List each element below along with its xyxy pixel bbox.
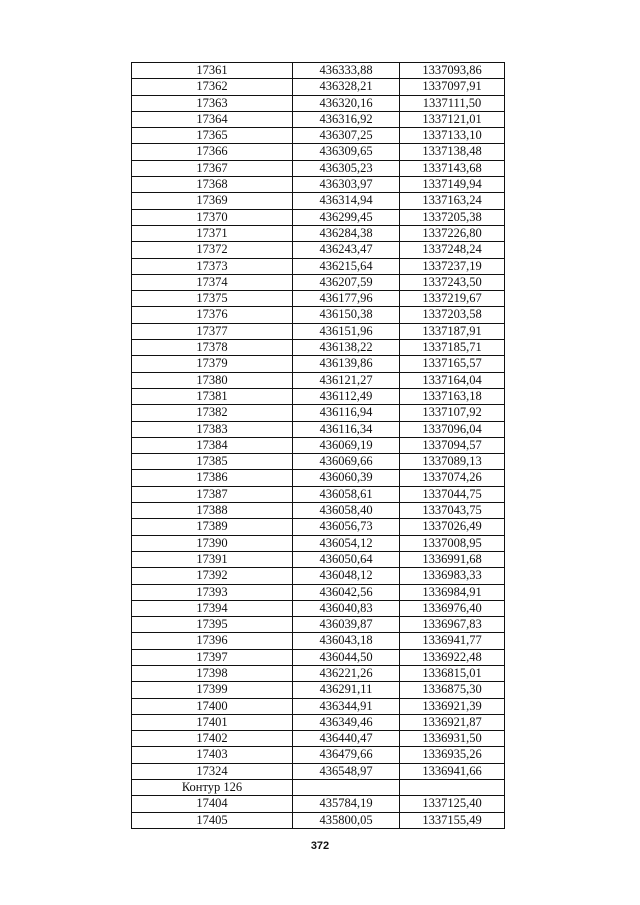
point-number-cell: 17383 bbox=[132, 421, 293, 437]
table-row bbox=[132, 340, 505, 356]
x-coordinate-cell: 436215,64 bbox=[293, 258, 400, 274]
table-row bbox=[132, 682, 505, 698]
table-row bbox=[132, 144, 505, 160]
x-coordinate-cell: 436328,21 bbox=[293, 79, 400, 95]
point-number-cell: 17390 bbox=[132, 535, 293, 551]
table-row bbox=[132, 356, 505, 372]
y-coordinate-cell: 1337205,38 bbox=[400, 209, 505, 225]
point-number-cell: 17394 bbox=[132, 600, 293, 616]
x-coordinate-cell: 436139,86 bbox=[293, 356, 400, 372]
x-coordinate-cell: 436309,65 bbox=[293, 144, 400, 160]
table-row bbox=[132, 551, 505, 567]
table-row bbox=[132, 193, 505, 209]
point-number-cell: 17381 bbox=[132, 388, 293, 404]
y-coordinate-cell: 1337243,50 bbox=[400, 274, 505, 290]
point-number-cell: 17393 bbox=[132, 584, 293, 600]
point-number-cell: 17398 bbox=[132, 665, 293, 681]
table-row bbox=[132, 747, 505, 763]
y-coordinate-cell: 1337185,71 bbox=[400, 340, 505, 356]
point-number-cell: 17375 bbox=[132, 291, 293, 307]
point-number-cell: 17373 bbox=[132, 258, 293, 274]
x-coordinate-cell: 436044,50 bbox=[293, 649, 400, 665]
x-coordinate-cell: 436316,92 bbox=[293, 111, 400, 127]
table-row bbox=[132, 714, 505, 730]
y-coordinate-cell: 1337133,10 bbox=[400, 128, 505, 144]
x-coordinate-cell: 436440,47 bbox=[293, 731, 400, 747]
y-coordinate-cell: 1337026,49 bbox=[400, 519, 505, 535]
y-coordinate-cell: 1337138,48 bbox=[400, 144, 505, 160]
y-coordinate-cell: 1337143,68 bbox=[400, 160, 505, 176]
x-coordinate-cell: 436042,56 bbox=[293, 584, 400, 600]
x-coordinate-cell: 436349,46 bbox=[293, 714, 400, 730]
x-coordinate-cell: 436039,87 bbox=[293, 617, 400, 633]
x-coordinate-cell: 436116,94 bbox=[293, 405, 400, 421]
point-number-cell: 17365 bbox=[132, 128, 293, 144]
x-coordinate-cell: 436333,88 bbox=[293, 63, 400, 79]
table-row bbox=[132, 633, 505, 649]
table-row bbox=[132, 584, 505, 600]
table-row bbox=[132, 160, 505, 176]
point-number-cell: 17379 bbox=[132, 356, 293, 372]
y-coordinate-cell: 1337043,75 bbox=[400, 503, 505, 519]
x-coordinate-cell: 436299,45 bbox=[293, 209, 400, 225]
point-number-cell: 17397 bbox=[132, 649, 293, 665]
y-coordinate-cell: 1336935,26 bbox=[400, 747, 505, 763]
point-number-cell: 17402 bbox=[132, 731, 293, 747]
table-row bbox=[132, 470, 505, 486]
point-number-cell: 17324 bbox=[132, 763, 293, 779]
y-coordinate-cell: 1336815,01 bbox=[400, 665, 505, 681]
point-number-cell: 17395 bbox=[132, 617, 293, 633]
y-coordinate-cell: 1336922,48 bbox=[400, 649, 505, 665]
point-number-cell: 17369 bbox=[132, 193, 293, 209]
y-coordinate-cell: 1337096,04 bbox=[400, 421, 505, 437]
y-coordinate-cell: 1337111,50 bbox=[400, 95, 505, 111]
point-number-cell: 17405 bbox=[132, 812, 293, 828]
y-coordinate-cell: 1336991,68 bbox=[400, 551, 505, 567]
table-row bbox=[132, 780, 505, 796]
y-coordinate-cell: 1336976,40 bbox=[400, 600, 505, 616]
point-number-cell: 17399 bbox=[132, 682, 293, 698]
y-coordinate-cell: 1337094,57 bbox=[400, 437, 505, 453]
point-number-cell: 17371 bbox=[132, 225, 293, 241]
table-row bbox=[132, 307, 505, 323]
x-coordinate-cell: 436177,96 bbox=[293, 291, 400, 307]
point-number-cell: 17368 bbox=[132, 177, 293, 193]
y-coordinate-cell: 1337203,58 bbox=[400, 307, 505, 323]
point-number-cell: 17401 bbox=[132, 714, 293, 730]
table-row bbox=[132, 258, 505, 274]
table-row bbox=[132, 242, 505, 258]
point-number-cell: 17389 bbox=[132, 519, 293, 535]
table-row bbox=[132, 535, 505, 551]
point-number-cell: 17396 bbox=[132, 633, 293, 649]
coordinates-table bbox=[131, 62, 505, 829]
x-coordinate-cell: 436207,59 bbox=[293, 274, 400, 290]
point-number-cell: 17372 bbox=[132, 242, 293, 258]
x-coordinate-cell: 436305,23 bbox=[293, 160, 400, 176]
x-coordinate-cell: 436479,66 bbox=[293, 747, 400, 763]
table-row bbox=[132, 698, 505, 714]
x-coordinate-cell: 436054,12 bbox=[293, 535, 400, 551]
point-number-cell: 17385 bbox=[132, 454, 293, 470]
point-number-cell: 17404 bbox=[132, 796, 293, 812]
x-coordinate-cell: 435800,05 bbox=[293, 812, 400, 828]
table-row bbox=[132, 437, 505, 453]
y-coordinate-cell: 1337219,67 bbox=[400, 291, 505, 307]
y-coordinate-cell: 1336941,77 bbox=[400, 633, 505, 649]
x-coordinate-cell: 436040,83 bbox=[293, 600, 400, 616]
point-number-cell: 17376 bbox=[132, 307, 293, 323]
y-coordinate-cell bbox=[400, 780, 505, 796]
table-row bbox=[132, 388, 505, 404]
point-number-cell: 17370 bbox=[132, 209, 293, 225]
y-coordinate-cell: 1337164,04 bbox=[400, 372, 505, 388]
y-coordinate-cell: 1337237,19 bbox=[400, 258, 505, 274]
y-coordinate-cell: 1336941,66 bbox=[400, 763, 505, 779]
x-coordinate-cell: 436320,16 bbox=[293, 95, 400, 111]
table-row bbox=[132, 763, 505, 779]
point-number-cell: 17384 bbox=[132, 437, 293, 453]
y-coordinate-cell: 1337074,26 bbox=[400, 470, 505, 486]
y-coordinate-cell: 1337226,80 bbox=[400, 225, 505, 241]
table-row bbox=[132, 405, 505, 421]
y-coordinate-cell: 1336984,91 bbox=[400, 584, 505, 600]
point-number-cell: 17361 bbox=[132, 63, 293, 79]
x-coordinate-cell: 436069,66 bbox=[293, 454, 400, 470]
y-coordinate-cell: 1337107,92 bbox=[400, 405, 505, 421]
table-row bbox=[132, 600, 505, 616]
point-number-cell: Контур 126 bbox=[132, 780, 293, 796]
point-number-cell: 17387 bbox=[132, 486, 293, 502]
x-coordinate-cell: 436043,18 bbox=[293, 633, 400, 649]
table-row bbox=[132, 372, 505, 388]
point-number-cell: 17400 bbox=[132, 698, 293, 714]
x-coordinate-cell bbox=[293, 780, 400, 796]
x-coordinate-cell: 436307,25 bbox=[293, 128, 400, 144]
x-coordinate-cell: 436548,97 bbox=[293, 763, 400, 779]
point-number-cell: 17378 bbox=[132, 340, 293, 356]
y-coordinate-cell: 1337097,91 bbox=[400, 79, 505, 95]
y-coordinate-cell: 1337163,24 bbox=[400, 193, 505, 209]
table-row bbox=[132, 209, 505, 225]
table-row bbox=[132, 274, 505, 290]
table-row bbox=[132, 568, 505, 584]
point-number-cell: 17391 bbox=[132, 551, 293, 567]
y-coordinate-cell: 1337165,57 bbox=[400, 356, 505, 372]
x-coordinate-cell: 436221,26 bbox=[293, 665, 400, 681]
y-coordinate-cell: 1337089,13 bbox=[400, 454, 505, 470]
x-coordinate-cell: 436121,27 bbox=[293, 372, 400, 388]
y-coordinate-cell: 1337044,75 bbox=[400, 486, 505, 502]
point-number-cell: 17392 bbox=[132, 568, 293, 584]
x-coordinate-cell: 436243,47 bbox=[293, 242, 400, 258]
page-number: 372 bbox=[310, 840, 330, 852]
y-coordinate-cell: 1337149,94 bbox=[400, 177, 505, 193]
table-row bbox=[132, 111, 505, 127]
coordinates-table-body bbox=[132, 63, 505, 829]
x-coordinate-cell: 436060,39 bbox=[293, 470, 400, 486]
y-coordinate-cell: 1337155,49 bbox=[400, 812, 505, 828]
table-row bbox=[132, 291, 505, 307]
table-row bbox=[132, 79, 505, 95]
point-number-cell: 17362 bbox=[132, 79, 293, 95]
table-row bbox=[132, 95, 505, 111]
x-coordinate-cell: 436291,11 bbox=[293, 682, 400, 698]
y-coordinate-cell: 1336921,87 bbox=[400, 714, 505, 730]
table-row bbox=[132, 617, 505, 633]
x-coordinate-cell: 436150,38 bbox=[293, 307, 400, 323]
x-coordinate-cell: 436284,38 bbox=[293, 225, 400, 241]
y-coordinate-cell: 1337163,18 bbox=[400, 388, 505, 404]
table-row bbox=[132, 796, 505, 812]
table-row bbox=[132, 177, 505, 193]
x-coordinate-cell: 436303,97 bbox=[293, 177, 400, 193]
y-coordinate-cell: 1336875,30 bbox=[400, 682, 505, 698]
y-coordinate-cell: 1337008,95 bbox=[400, 535, 505, 551]
x-coordinate-cell: 436314,94 bbox=[293, 193, 400, 209]
y-coordinate-cell: 1337093,86 bbox=[400, 63, 505, 79]
x-coordinate-cell: 436058,61 bbox=[293, 486, 400, 502]
y-coordinate-cell: 1336983,33 bbox=[400, 568, 505, 584]
y-coordinate-cell: 1337125,40 bbox=[400, 796, 505, 812]
point-number-cell: 17377 bbox=[132, 323, 293, 339]
x-coordinate-cell: 436048,12 bbox=[293, 568, 400, 584]
point-number-cell: 17380 bbox=[132, 372, 293, 388]
table-row bbox=[132, 421, 505, 437]
x-coordinate-cell: 436069,19 bbox=[293, 437, 400, 453]
table-row bbox=[132, 519, 505, 535]
table-row bbox=[132, 323, 505, 339]
x-coordinate-cell: 436050,64 bbox=[293, 551, 400, 567]
table-row bbox=[132, 225, 505, 241]
table-row bbox=[132, 649, 505, 665]
x-coordinate-cell: 436344,91 bbox=[293, 698, 400, 714]
point-number-cell: 17363 bbox=[132, 95, 293, 111]
point-number-cell: 17364 bbox=[132, 111, 293, 127]
table-row bbox=[132, 503, 505, 519]
point-number-cell: 17382 bbox=[132, 405, 293, 421]
x-coordinate-cell: 436112,49 bbox=[293, 388, 400, 404]
y-coordinate-cell: 1336921,39 bbox=[400, 698, 505, 714]
x-coordinate-cell: 436056,73 bbox=[293, 519, 400, 535]
y-coordinate-cell: 1337248,24 bbox=[400, 242, 505, 258]
y-coordinate-cell: 1336931,50 bbox=[400, 731, 505, 747]
table-row bbox=[132, 128, 505, 144]
point-number-cell: 17366 bbox=[132, 144, 293, 160]
point-number-cell: 17403 bbox=[132, 747, 293, 763]
point-number-cell: 17386 bbox=[132, 470, 293, 486]
y-coordinate-cell: 1336967,83 bbox=[400, 617, 505, 633]
table-row bbox=[132, 731, 505, 747]
y-coordinate-cell: 1337121,01 bbox=[400, 111, 505, 127]
x-coordinate-cell: 436116,34 bbox=[293, 421, 400, 437]
table-row bbox=[132, 454, 505, 470]
x-coordinate-cell: 436058,40 bbox=[293, 503, 400, 519]
x-coordinate-cell: 436151,96 bbox=[293, 323, 400, 339]
table-row bbox=[132, 63, 505, 79]
x-coordinate-cell: 436138,22 bbox=[293, 340, 400, 356]
y-coordinate-cell: 1337187,91 bbox=[400, 323, 505, 339]
point-number-cell: 17367 bbox=[132, 160, 293, 176]
point-number-cell: 17374 bbox=[132, 274, 293, 290]
table-row bbox=[132, 665, 505, 681]
point-number-cell: 17388 bbox=[132, 503, 293, 519]
x-coordinate-cell: 435784,19 bbox=[293, 796, 400, 812]
table-row bbox=[132, 486, 505, 502]
table-row bbox=[132, 812, 505, 828]
